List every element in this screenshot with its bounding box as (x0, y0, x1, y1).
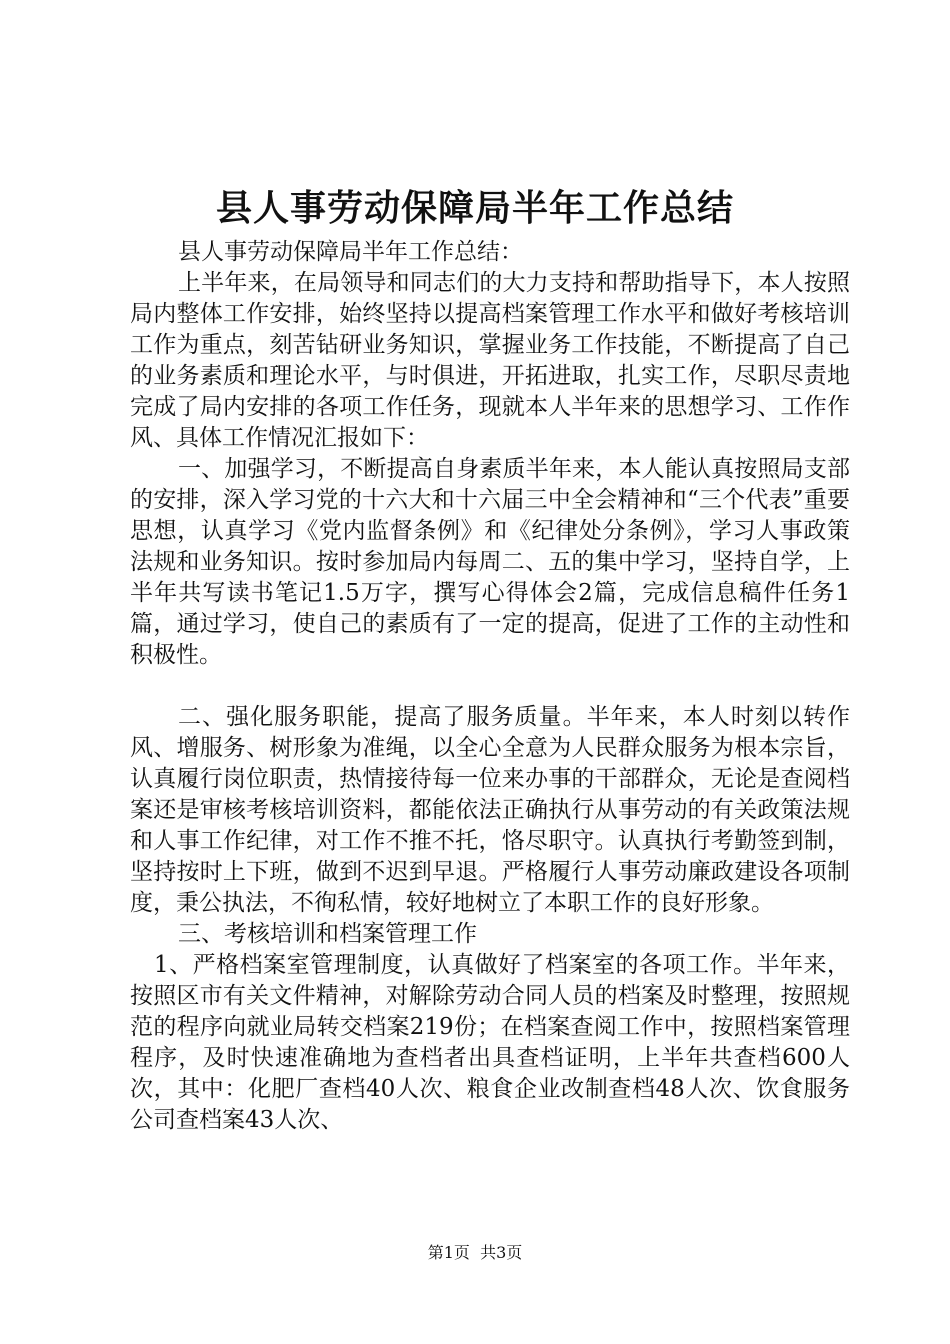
section-three-heading: 三、考核培训和档案管理工作 (178, 921, 477, 947)
document-body (130, 237, 850, 1136)
paragraph-gap (130, 671, 850, 702)
page-footer (0, 1242, 950, 1264)
section-three-item-one: 1、严格档案室管理制度，认真做好了档案室的各项工作。半年来，按照区市有关文件精神，对解除劳动合同人员的档案及时整理，按照规范的程序向就业局转交档案219份；在档案查阅工作中，按照档案管理程序，及时快速准确地为查档者出具查档证明，上半年共查档600人次，其中：化肥厂查档40人次、粮食企业改制查档48人次、饮食服务公司查档案43人次、 (130, 952, 850, 1133)
opening-line: 县人事劳动保障局半年工作总结： (178, 239, 523, 265)
page-total: 共3页 (480, 1243, 523, 1262)
section-one-paragraph: 一、加强学习，不断提高自身素质半年来，本人能认真按照局支部的安排，深入学习党的十六大和十六届三中全会精神和“三个代表”重要思想，认真学习《党内监督条例》和《纪律处分条例》，学习人事政策法规和业务知识。按时参加局内每周二、五的集中学习，坚持自学，上半年共写读书笔记1.5万字，撰写心得体会2篇，完成信息稿件任务1篇，通过学习，使自己的素质有了一定的提高，促进了工作的主动性和积极性。 (130, 456, 850, 668)
section-two-paragraph: 二、强化服务职能，提高了服务质量。半年来，本人时刻以转作风、增服务、树形象为准绳，以全心全意为人民群众服务为根本宗旨，认真履行岗位职责，热情接待每一位来办事的干部群众，无论是查阅档案还是审核考核培训资料，都能依法正确执行从事劳动的有关政策法规和人事工作纪律，对工作不推不托，恪尽职守。认真执行考勤签到制，坚持按时上下班，做到不迟到早退。严格履行人事劳动廉政建设各项制度，秉公执法，不徇私情，较好地树立了本职工作的良好形象。 (130, 704, 850, 916)
document-title: 县人事劳动保障局半年工作总结 (215, 187, 734, 229)
intro-paragraph: 上半年来，在局领导和同志们的大力支持和帮助指导下，本人按照局内整体工作安排，始终坚持以提高档案管理工作水平和做好考核培训工作为重点，刻苦钻研业务知识，掌握业务工作技能，不断提高了自己的业务素质和理论水平，与时俱进，开拓进取，扎实工作，尽职尽责地完成了局内安排的各项工作任务，现就本人半年来的思想学习、工作作风、具体工作情况汇报如下： (130, 270, 850, 451)
page-number: 第1页 (427, 1243, 470, 1262)
